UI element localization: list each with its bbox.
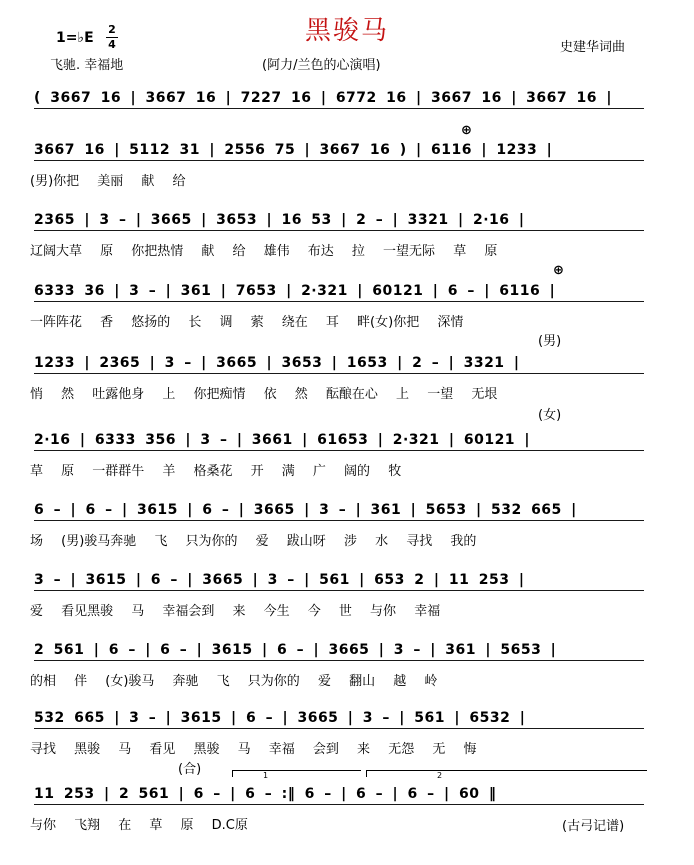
volta-1-label: 1: [263, 771, 269, 780]
notation-line: ( 3667 16 | 3667 16 | 7227 16 | 6772 16 | 3667 16 | 3667 16 |: [34, 90, 612, 106]
performer-credit: (阿力/兰色的心演唱): [262, 58, 381, 73]
lyric-line: 爱 看见黑骏 马 幸福会到 来 今生 今 世 与你 幸福: [30, 604, 441, 619]
notation-line: 3667 16 | 5112 31 | 2556 75 | 3667 16 ) | 6116 | 1233 |: [34, 142, 553, 158]
part-marker-together: (合): [178, 762, 202, 777]
notation-line: 1233 | 2365 | 3 – | 3665 | 3653 | 1653 | 2 – | 3321 |: [34, 355, 520, 371]
beam-line: [34, 108, 644, 109]
time-signature: [106, 24, 118, 51]
notation-line: 3 – | 3615 | 6 – | 3665 | 3 – | 561 | 653 2 | 11 253 |: [34, 572, 525, 588]
notation-line: 2365 | 3 – | 3665 | 3653 | 16 53 | 2 – | 3321 | 2·16 |: [34, 212, 525, 228]
beam-line: [34, 301, 644, 302]
beam-line: [34, 728, 644, 729]
volta-1: [232, 770, 361, 780]
notation-line: 6 – | 6 – | 3615 | 6 – | 3665 | 3 – | 361 | 5653 | 532 665 |: [34, 502, 577, 518]
song-title: 黑骏马: [304, 16, 389, 46]
notation-line: 11 253 | 2 561 | 6 – | 6 – :‖ 6 – | 6 – | 6 – | 60 ‖: [34, 786, 497, 802]
lyric-line: 辽阔大草 原 你把热情 献 给 雄伟 布达 拉 一望无际 草 原: [30, 244, 498, 259]
notation-line: 532 665 | 3 – | 3615 | 6 – | 3665 | 3 – | 561 | 6532 |: [34, 710, 526, 726]
meter-top: 2: [108, 23, 116, 36]
beam-line: [34, 590, 644, 591]
part-marker-female: (女): [538, 408, 562, 423]
lyric-line: 寻找 黑骏 马 看见 黑骏 马 幸福 会到 来 无怨 无 悔: [30, 742, 477, 757]
beam-line: [34, 230, 644, 231]
key-signature: 1=♭E: [56, 30, 94, 46]
notation-line: 2 561 | 6 – | 6 – | 3615 | 6 – | 3665 | 3 – | 361 | 5653 |: [34, 642, 557, 658]
volta-2-label: 2: [437, 771, 443, 780]
beam-line: [34, 520, 644, 521]
segno-mark: ⊕: [461, 123, 472, 138]
beam-line: [34, 373, 644, 374]
beam-line: [34, 660, 644, 661]
notation-line: 2·16 | 6333 356 | 3 – | 3661 | 61653 | 2·321 | 60121 |: [34, 432, 531, 448]
segno-mark-2: ⊕: [553, 263, 564, 278]
volta-2: [366, 770, 647, 780]
lyric-line: 场 (男)骏马奔驰 飞 只为你的 爱 跋山呀 涉 水 寻找 我的: [30, 534, 477, 549]
part-marker-male: (男): [538, 334, 562, 349]
transcriber-credit: (古弓记谱): [562, 819, 625, 834]
lyric-line: (男)你把 美丽 献 给: [30, 174, 186, 189]
tempo-marking: 飞驰. 幸福地: [50, 58, 124, 73]
notation-line: 6333 36 | 3 – | 361 | 7653 | 2·321 | 60121 | 6 – | 6116 |: [34, 283, 556, 299]
lyric-line: 与你 飞翔 在 草 原 D.C原: [30, 818, 248, 833]
lyric-line: 的相 伴 (女)骏马 奔驰 飞 只为你的 爱 翻山 越 岭: [30, 674, 438, 689]
lyric-line: 草 原 一群群牛 羊 格桑花 开 满 广 阔的 牧: [30, 464, 402, 479]
beam-line: [34, 160, 644, 161]
beam-line: [34, 804, 644, 805]
lyric-line: 悄 然 吐露他身 上 你把痴情 依 然 酝酿在心 上 一望 无垠: [30, 387, 498, 402]
meter-bottom: 4: [108, 38, 116, 51]
beam-line: [34, 450, 644, 451]
lyric-line: 一阵阵花 香 悠扬的 长 调 萦 绕在 耳 畔(女)你把 深情: [30, 315, 464, 330]
composer-credit: 史建华词曲: [560, 40, 626, 55]
